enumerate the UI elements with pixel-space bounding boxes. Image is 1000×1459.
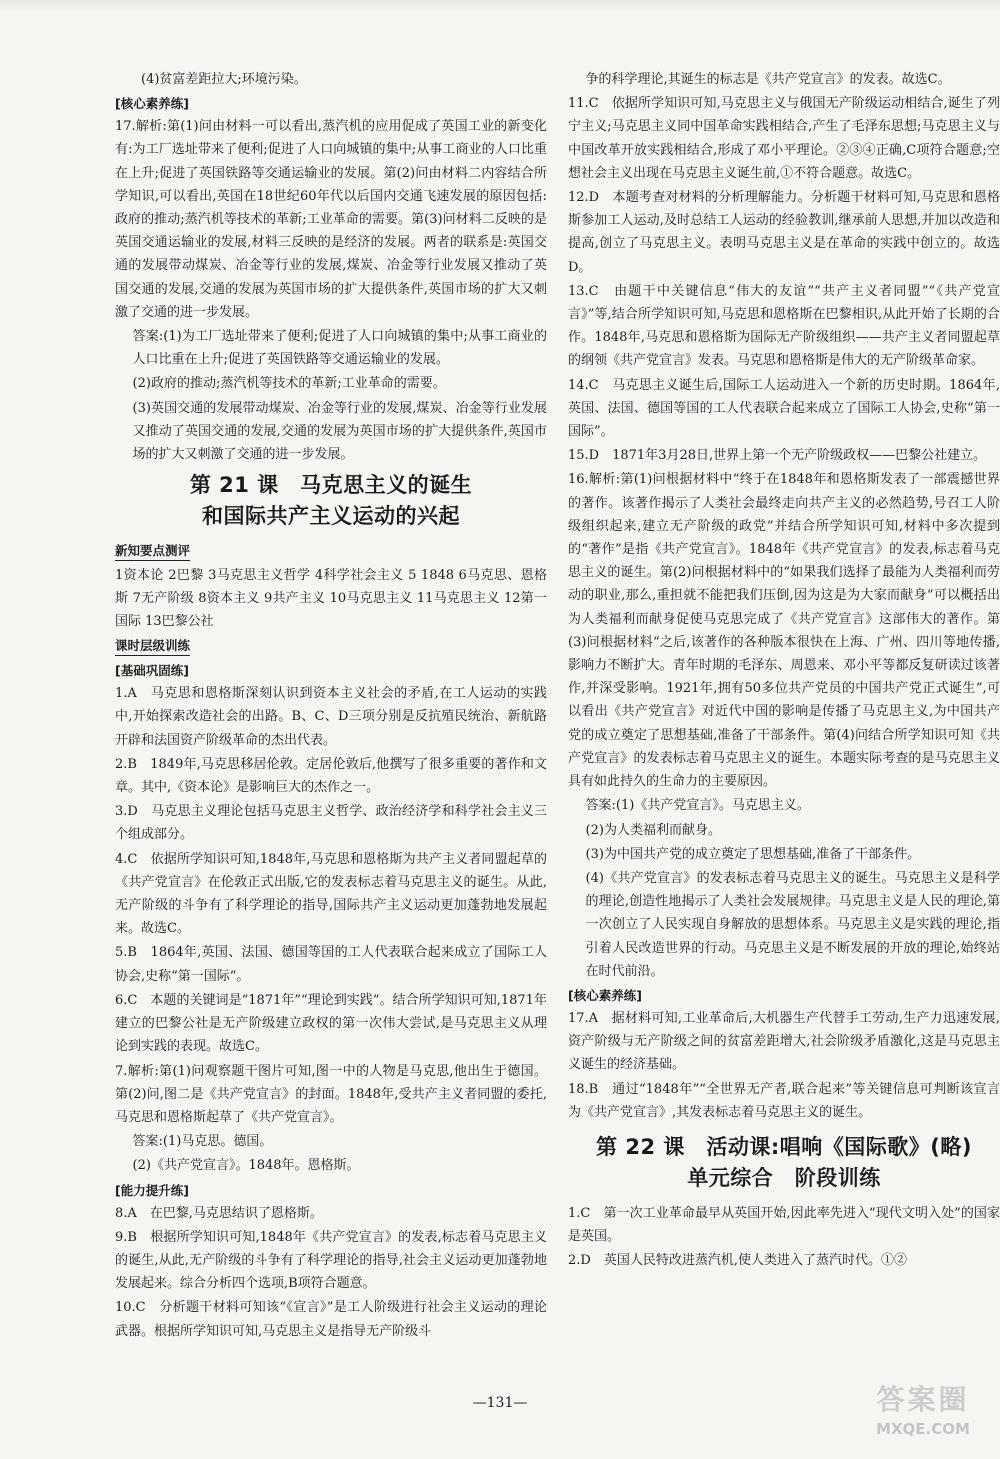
section-heading: [核心素养练] <box>115 96 189 112</box>
answer-paragraph: 7.解析:第(1)问观察题干图片可知,图一中的人物是马克思,他出生于德国。第(2)问,图二是《共产党宣言》的封面。1848年,受共产主义者同盟的委托,马克思和恩格斯起草了《共产党宣言》。 <box>115 1063 547 1125</box>
answer-paragraph: 答案:(1)为工厂选址带来了便利;促进了人口向城镇的集中;从事工商业的人口比重在上升;促进了英国铁路等交通运输业的发展。 <box>132 329 547 368</box>
page-number: —131— <box>472 1395 528 1411</box>
right-column <box>568 68 1000 1274</box>
section-heading-wrap <box>115 538 547 564</box>
answer-paragraph: 6.C 本题的关键词是“1871年”“理论到实践”。结合所学知识可知,1871年建立的巴黎公社是无产阶级建立政权的第一次伟大尝试,是马克思主义从理论到实践的表现。故选C。 <box>115 992 547 1055</box>
answer-paragraph: (3)为中国共产党的成立奠定了思想基础,准备了干部条件。 <box>585 846 921 862</box>
answer-paragraph: 2.D 英国人民特改进蒸汽机,使人类进入了蒸汽时代。①② <box>568 1253 907 1269</box>
watermark-url: MXQE.COM <box>876 1420 970 1438</box>
answer-paragraph: 3.D 马克思主义理论包括马克思主义哲学、政治经济学和科学社会主义三个组成部分。 <box>115 804 547 843</box>
lesson-title: 单元综合 阶段训练 <box>687 1165 881 1190</box>
answer-paragraph: 18.B 通过“1848年”“全世界无产者,联合起来”等关键信息可判断该宣言为《共产党宣言》,其发表标志着马克思主义的诞生。 <box>568 1081 1000 1120</box>
answer-paragraph: 10.C 分析题干材料可知该“《宣言》”是工人阶级进行社会主义运动的理论武器。根据所学知识可知,马克思主义是指导无产阶级斗 <box>115 1300 547 1339</box>
answer-paragraph: 14.C 马克思主义诞生后,国际工人运动进入一个新的历史时期。1864年,英国、法国、德国等国的工人代表联合起来成立了国际工人协会,史称“第一国际”。 <box>568 377 1000 440</box>
answer-paragraph: (2)为人类福利而献身。 <box>585 822 721 838</box>
answer-paragraph: (3)英国交通的发展带动煤炭、冶金等行业的发展,煤炭、冶金等行业发展又推动了英国交通的发展,交通的发展为英国市场的扩大提供条件,英国市场的扩大又刺激了交通的进一步发展。 <box>132 400 547 463</box>
answer-paragraph: 答案:(1)《共产党宣言》。马克思主义。 <box>585 798 810 814</box>
answer-paragraph: 1.A 马克思和恩格斯深刻认识到资本主义社会的矛盾,在工人运动的实践中,开始探索改造社会的出路。B、C、D三项分别是反抗殖民统治、新航路开辟和法国资产阶级革命的杰出代表。 <box>115 686 547 748</box>
section-heading-underlined: 课时层级训练 <box>115 637 190 656</box>
answer-paragraph: 1.C 第一次工业革命最早从英国开始,因此率先进入“现代文明入处”的国家是英国。 <box>568 1205 1000 1245</box>
answer-paragraph: 9.B 根据所学知识可知,1848年《共产党宣言》的发表,标志着马克思主义的诞生,从此,无产阶级的斗争有了科学理论的指导,社会主义运动更加蓬勃地发展起来。综合分析四个选项,B项符合题意。 <box>115 1229 547 1292</box>
answer-paragraph: 答案:(1)马克思。德国。 <box>132 1134 273 1150</box>
lesson-title: 第 22 课 活动课:唱响《国际歌》(略) <box>596 1134 972 1159</box>
section-heading: [基础巩固练] <box>115 663 189 679</box>
section-heading: [能力提升练] <box>115 1182 189 1198</box>
answer-paragraph: 5.B 1864年,英国、法国、德国等国的工人代表联合起来成立了国际工人协会,史称“第一国际”。 <box>115 945 547 984</box>
lesson-title: 第 21 课 马克思主义的诞生 <box>189 473 473 498</box>
answer-paragraph: 11.C 依据所学知识可知,马克思主义与俄国无产阶级运动相结合,诞生了列宁主义;马克思主义同中国革命实践相结合,产生了毛泽东思想;马克思主义与中国改革开放实践相结合,形成了邓小平理论。②③④正确,C项符合题意;空想社会主义出现在马克思主义诞生前,①不符合题意。故选C。 <box>568 96 1000 181</box>
answer-paragraph: 8.A 在巴黎,马克思结识了恩格斯。 <box>115 1205 323 1221</box>
scan-edge <box>0 0 1000 12</box>
answer-paragraph: 12.D 本题考查对材料的分析理解能力。分析题干材料可知,马克思和恩格斯参加工人运动,及时总结工人运动的经验教训,继承前人思想,并加以改造和提高,创立了马克思主义。表明马克思主义是在革命的实践中创立的。故选D。 <box>568 190 1000 275</box>
answer-paragraph: 2.B 1849年,马克思移居伦敦。定居伦敦后,他撰写了很多重要的著作和文章。其中,《资本论》是影响巨大的杰作之一。 <box>115 756 547 796</box>
answer-paragraph: (4)《共产党宣言》的发表标志着马克思主义的诞生。马克思主义是科学的理论,创造性地揭示了人类社会发展规律。马克思主义是人民的理论,第一次创立了人民实现自身解放的思想体系。马克思主义是实践的理论,指引着人民改造世界的行动。马克思主义是不断发展的开放的理论,始终站在时代前沿。 <box>585 870 1000 979</box>
watermark <box>864 1381 982 1451</box>
watermark-logo: 答案圈 <box>876 1383 970 1416</box>
answer-key: 1资本论 2巴黎 3马克思主义哲学 4科学社会主义 5 1848 6马克思、恩格斯 7无产阶级 8资本主义 9共产主义 10马克思主义 11马克思主义 12第一国际 13巴黎公社 <box>115 568 547 630</box>
answer-paragraph: 争的科学理论,其诞生的标志是《共产党宣言》的发表。故选C。 <box>585 72 951 87</box>
answer-paragraph: 15.D 1871年3月28日,世界上第一个无产阶级政权——巴黎公社建立。 <box>568 448 987 464</box>
answer-paragraph: 17.解析:第(1)问由材料一可以看出,蒸汽机的应用促成了英国工业的新变化有:为工厂选址带来了便利;促进了人口向城镇的集中;从事工商业的人口比重在上升;促进了英国铁路等交通运输业的发展。第(2)问由材料二内容结合所学知识,可以看出,英国在18世纪60年代以后国内交通飞速发展的原因包括:政府的推动;蒸汽机等技术的革新;工业革命的需要。第(3)问材料二反映的是英国交通运输业的发展,材料三反映的是经济的发展。两者的联系是:英国交通的发展带动煤炭、冶金等行业的发展,煤炭、冶金等行业发展又推动了英国交通的发展,交通的发展为英国市场的扩大提供条件,英国市场的扩大又刺激了交通的进一步发展。 <box>115 119 547 320</box>
answer-paragraph: 16.解析:第(1)问根据材料中“终于在1848年和恩格斯发表了一部震撼世界的著作。该著作揭示了人类社会最终走向共产主义的必然趋势,号召工人阶级组织起来,建立无产阶级的政党”并结合所学知识可知,材料中多次提到的“著作”是指《共产党宣言》。1848年《共产党宣言》的发表,标志着马克思主义的诞生。第(2)问根据材料中的“如果我们选择了最能为人类福利而劳动的职业,那么,重担就不能把我们压倒,因为这是为大家而献身”可以概括出为人类福利而献身促使马克思完成了《共产党宣言》这部伟大的著作。第(3)问根据材料“之后,该著作的各种版本很快在上海、广州、四川等地传播,影响力不断扩大。青年时期的毛泽东、周恩来、邓小平等都反复研读过该著作,并深受影响。1921年,拥有50多位共产党员的中国共产党正式诞生”,可以看出《共产党宣言》对近代中国的影响是传播了马克思主义,为中国共产党的成立奠定了思想基础,准备了干部条件。第(4)问结合所学知识可知《共产党宣言》的发表标志着马克思主义的诞生。本题实际考查的是马克思主义具有如此持久的生命力的主要原因。 <box>568 472 1000 790</box>
section-heading-wrap <box>115 633 547 659</box>
answer-paragraph: (4)贫富差距拉大;环境污染。 <box>141 72 307 87</box>
answer-paragraph: 17.A 据材料可知,工业革命后,大机器生产代替手工劳动,生产力迅速发展,资产阶级与无产阶级之间的贫富差距增大,社会阶级矛盾激化,这是马克思主义诞生的经济基础。 <box>568 1010 1000 1073</box>
answer-paragraph: (2)政府的推动;蒸汽机等技术的革新;工业革命的需要。 <box>132 376 446 392</box>
answer-paragraph: (2)《共产党宣言》。1848年。恩格斯。 <box>132 1158 360 1174</box>
answer-paragraph: 13.C 由题干中关键信息“伟大的友谊”“共产主义者同盟”“《共产党宣言》”等,结合所学知识可知,马克思和恩格斯在巴黎相识,从此开始了长期的合作。1848年,马克思和恩格斯为国际无产阶级组织——共产主义者同盟起草的纲领《共产党宣言》发表。马克思和恩格斯是伟大的无产阶级革命家。 <box>568 283 1000 369</box>
section-heading: [核心素养练] <box>568 987 642 1003</box>
answer-paragraph: 4.C 依据所学知识可知,1848年,马克思和恩格斯为共产主义者同盟起草的《共产党宣言》在伦敦正式出版,它的发表标志着马克思主义的诞生。从此,无产阶级的斗争有了科学理论的指导,国际共产主义运动更加蓬勃地发展起来。故选C。 <box>115 851 547 937</box>
section-heading-underlined: 新知要点测评 <box>115 542 190 561</box>
left-column <box>115 68 547 1344</box>
lesson-title: 和国际共产主义运动的兴起 <box>202 504 460 529</box>
